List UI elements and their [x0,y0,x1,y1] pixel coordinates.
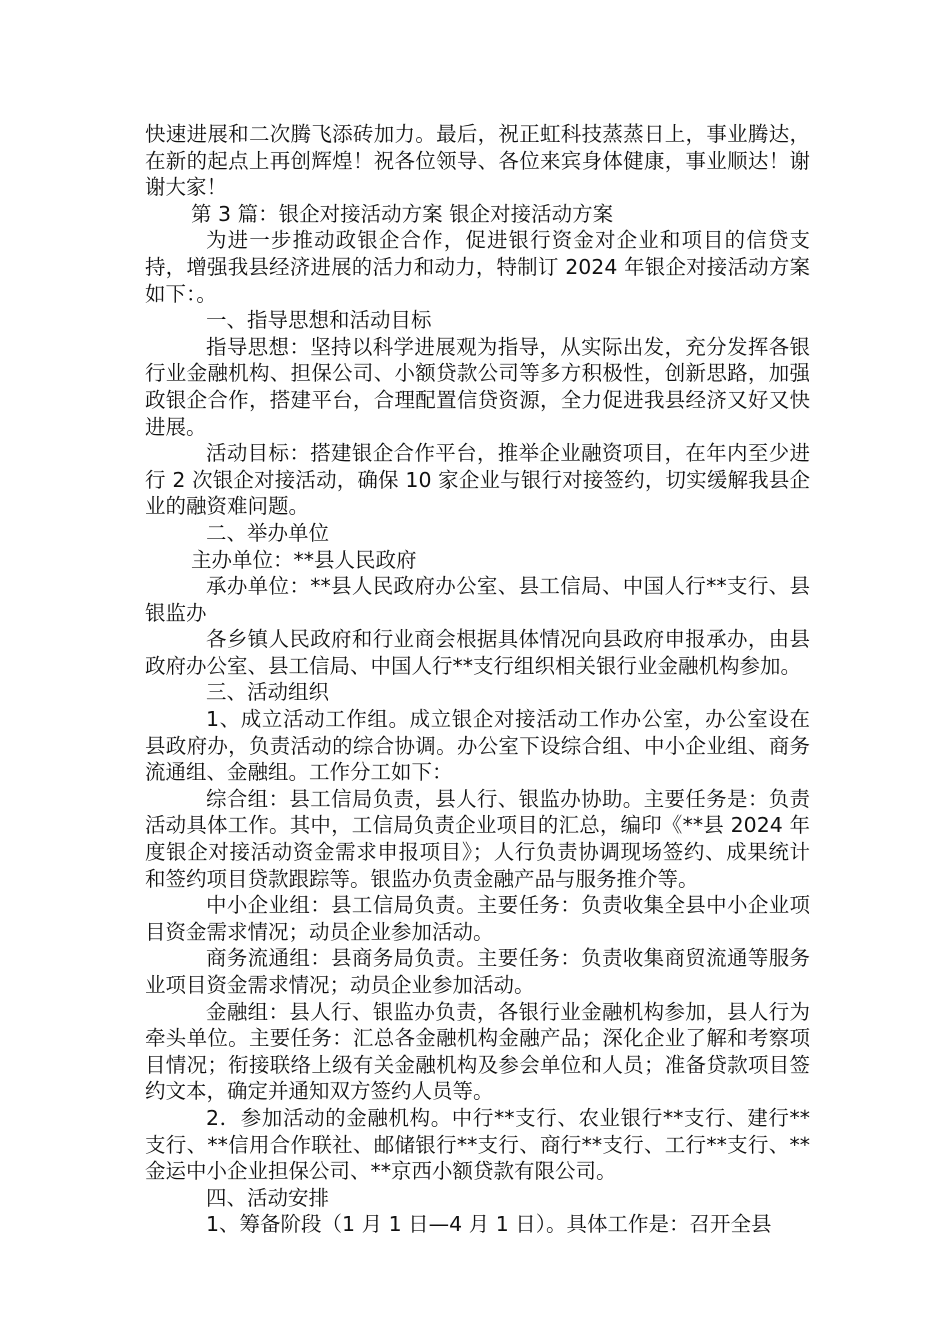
heading-activity-schedule: 四、活动安排 [206,1185,329,1210]
heading-activity-organization: 三、活动组织 [206,680,329,705]
document-page [145,121,810,1238]
section-title-part-3: 第 3 篇：银企对接活动方案 银企对接活动方案 [191,201,614,226]
heading-organizers: 二、举办单位 [206,520,329,545]
paragraph-sme-group: 中小企业组：县工信局负责。主要任务：负责收集全县中小企业项目资金需求情况；动员企业参加活动。 [145,893,810,944]
paragraph-participating-institutions: 2．参加活动的金融机构。中行**支行、农业银行**支行、建行**支行、**信用合作联社、邮储银行**支行、商行**支行、工行**支行、**金运中小企业担保公司、**京西小额贷款有限公司。 [145,1105,810,1184]
paragraph-host-unit: 主办单位：**县人民政府 [191,547,417,572]
heading-guiding-ideology: 一、指导思想和活动目标 [206,308,432,333]
paragraph-commerce-group: 商务流通组：县商务局负责。主要任务：负责收集商贸流通等服务业项目资金需求情况；动员企业参加活动。 [145,946,810,997]
paragraph-township-application: 各乡镇人民政府和行业商会根据具体情况向县政府申报承办，由县政府办公室、县工信局、中国人行**支行组织相关银行业金融机构参加。 [145,627,810,678]
paragraph-preparation-stage: 1、筹备阶段（1 月 1 日—4 月 1 日）。具体工作是：召开全县 [206,1212,772,1237]
paragraph-working-group: 1、成立活动工作组。成立银企对接活动工作办公室，办公室设在县政府办，负责活动的综合协调。办公室下设综合组、中小企业组、商务流通组、金融组。工作分工如下： [145,707,810,785]
paragraph-undertaking-unit: 承办单位：**县人民政府办公室、县工信局、中国人行**支行、县银监办 [145,574,810,625]
paragraph-comprehensive-group: 综合组：县工信局负责，县人行、银监办协助。主要任务是：负责活动具体工作。其中，工信局负责企业项目的汇总，编印《**县 2024 年度银企对接活动资金需求申报项目》；人行负责协调现场签约、成果统计和签约项目贷款跟踪等。银监办负责金融产品与服务推介等。 [145,786,810,891]
paragraph-intro: 为进一步推动政银企合作，促进银行资金对企业和项目的信贷支持，增强我县经济进展的活力和动力，特制订 2024 年银企对接活动方案如下：。 [145,228,810,306]
paragraph-closing-remarks: 快速进展和二次腾飞添砖加力。最后，祝正虹科技蒸蒸日上，事业腾达，在新的起点上再创辉煌！祝各位领导、各位来宾身体健康，事业顺达！谢谢大家！ [145,122,810,200]
paragraph-guiding-ideology: 指导思想：坚持以科学进展观为指导，从实际出发，充分发挥各银行业金融机构、担保公司、小额贷款公司等多方积极性，创新思路，加强政银企合作，搭建平台，合理配置信贷资源，全力促进我县经济又好又快进展。 [145,334,810,439]
paragraph-activity-goals: 活动目标：搭建银企合作平台，推举企业融资项目，在年内至少进行 2 次银企对接活动，确保 10 家企业与银行对接签约，切实缓解我县企业的融资难问题。 [145,441,810,519]
paragraph-finance-group: 金融组：县人行、银监办负责，各银行业金融机构参加，县人行为牵头单位。主要任务：汇总各金融机构金融产品；深化企业了解和考察项目情况；衔接联络上级有关金融机构及参会单位和人员；准备贷款项目签约文本，确定并通知双方签约人员等。 [145,999,810,1104]
